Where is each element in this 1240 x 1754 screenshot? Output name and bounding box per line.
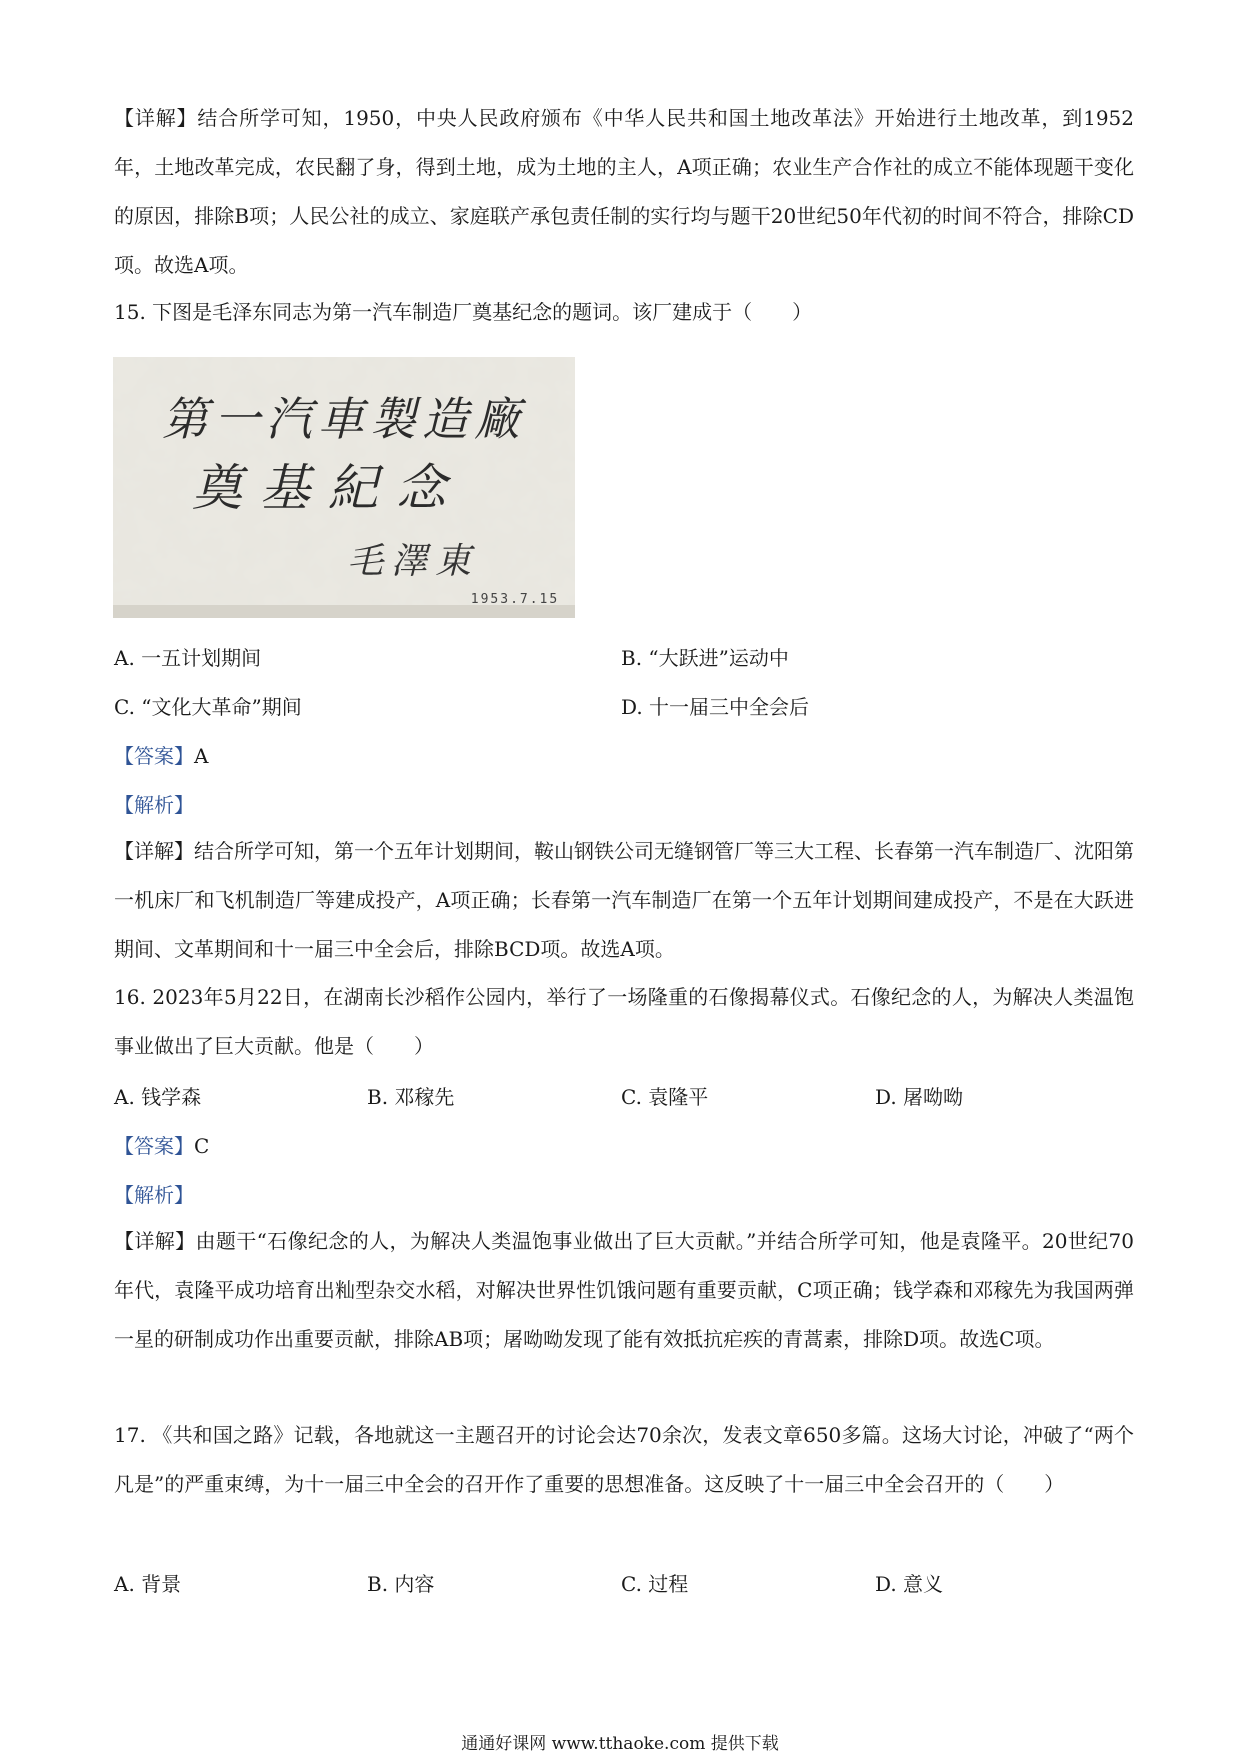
detail-text: 由题干“石像纪念的人，为解决人类温饱事业做出了巨大贡献。”并结合所学可知，他是袁隆平。20世纪70年代，袁隆平成功培育出籼型杂交水稻，对解决世界性饥饿问题有重要贡献，C项正确；钱学森和邓稼先为我国两弹一星的研制成功作出重要贡献，排除AB项；屠呦呦发现了能有效抵抗疟疾的青蒿素，排除D项。故选C项。 xyxy=(114,1229,1134,1351)
q15-analysis xyxy=(114,790,194,820)
q16-option-c: C. 袁隆平 xyxy=(621,1085,709,1109)
q16-option-d: D. 屠呦呦 xyxy=(875,1085,964,1109)
answer-value: A xyxy=(194,744,209,768)
question-15-stem: 15. 下图是毛泽东同志为第一汽车制造厂奠基纪念的题词。该厂建成于（ ） xyxy=(114,300,813,324)
question-17-stem: 17. 《共和国之路》记载，各地就这一主题召开的讨论会达70余次，发表文章650多篇。这场大讨论，冲破了“两个凡是”的严重束缚，为十一届三中全会的召开作了重要的思想准备。这反映了十一届三中全会召开的（ ） xyxy=(114,1423,1134,1496)
q16-answer xyxy=(114,1131,209,1161)
detail-tag: 【详解】 xyxy=(114,106,198,130)
q15-option-b: B. “大跃进”运动中 xyxy=(621,646,789,670)
question-16-stem: 16. 2023年5月22日，在湖南长沙稻作公园内，举行了一场隆重的石像揭幕仪式。石像纪念的人，为解决人类温饱事业做出了巨大贡献。他是（ ） xyxy=(114,985,1134,1058)
answer-tag: 【答案】 xyxy=(114,1134,194,1158)
inscription-image xyxy=(113,357,575,618)
inscription-date: 1953.7.15 xyxy=(470,592,560,607)
detail-text: 结合所学可知，第一个五年计划期间，鞍山钢铁公司无缝钢管厂等三大工程、长春第一汽车制造厂、沈阳第一机床厂和飞机制造厂等建成投产，A项正确；长春第一汽车制造厂在第一个五年计划期间建成投产，不是在大跃进期间、文革期间和十一届三中全会后，排除BCD项。故选A项。 xyxy=(114,839,1134,961)
q15-option-a: A. 一五计划期间 xyxy=(114,646,262,670)
detail-tag: 【详解】 xyxy=(114,1229,196,1253)
detail-paragraph-q15 xyxy=(114,827,1134,974)
analysis-tag: 【解析】 xyxy=(114,1183,194,1207)
q17-option-b: B. 内容 xyxy=(367,1572,435,1596)
q16-option-a: A. 钱学森 xyxy=(114,1085,202,1109)
detail-paragraph-q14 xyxy=(114,94,1134,290)
q16-analysis xyxy=(114,1180,194,1210)
inscription-line-1: 第一汽車製造廠 xyxy=(162,392,526,446)
detail-tag: 【详解】 xyxy=(114,839,194,863)
inscription-signature: 毛澤東 xyxy=(346,541,480,582)
q15-answer xyxy=(114,741,208,771)
q17-option-d: D. 意义 xyxy=(875,1572,944,1596)
detail-paragraph-q16 xyxy=(114,1217,1134,1364)
answer-tag: 【答案】 xyxy=(114,744,194,768)
inscription-photo xyxy=(113,357,575,618)
q15-option-d: D. 十一届三中全会后 xyxy=(621,695,810,719)
q17-option-c: C. 过程 xyxy=(621,1572,689,1596)
answer-value: C xyxy=(194,1134,210,1158)
q17-option-a: A. 背景 xyxy=(114,1572,182,1596)
inscription-line-2: 奠基紀念 xyxy=(192,459,464,517)
page-footer: 通通好课网 www.tthaoke.com 提供下载 xyxy=(461,1734,779,1754)
q15-option-c: C. “文化大革命”期间 xyxy=(114,695,302,719)
q16-option-b: B. 邓稼先 xyxy=(367,1085,455,1109)
analysis-tag: 【解析】 xyxy=(114,793,194,817)
detail-text: 结合所学可知，1950，中央人民政府颁布《中华人民共和国土地改革法》开始进行土地改革，到1952年，土地改革完成，农民翻了身，得到土地，成为土地的主人，A项正确；农业生产合作社的成立不能体现题干变化的原因，排除B项；人民公社的成立、家庭联产承包责任制的实行均与题干20世纪50年代初的时间不符合，排除CD项。故选A项。 xyxy=(114,106,1135,277)
